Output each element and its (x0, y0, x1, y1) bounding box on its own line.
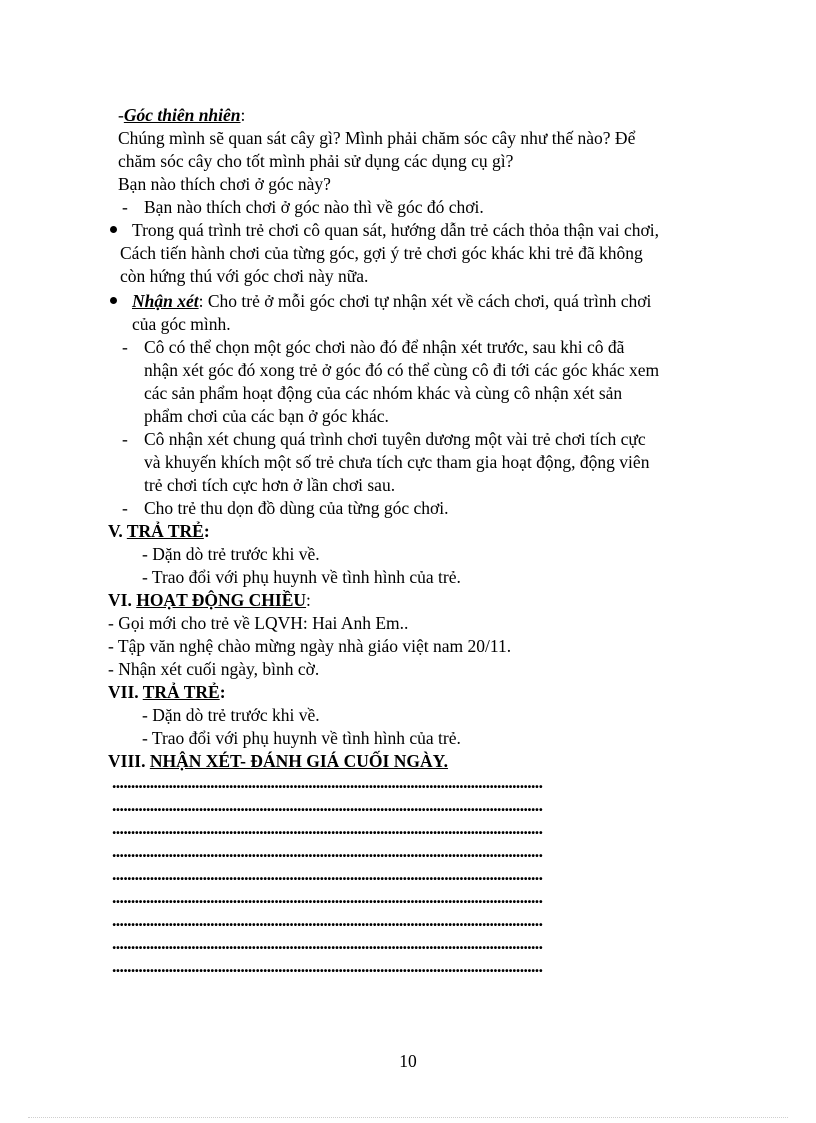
section-vi-item-1: - Gọi mới cho trẻ về LQVH: Hai Anh Em.. (108, 613, 409, 633)
section-vii-heading (108, 681, 226, 703)
bullet-icon (110, 226, 117, 233)
review-item-1-line-4: phẩm chơi của các bạn ở góc khác. (144, 406, 389, 426)
section-v-heading (108, 520, 210, 542)
nature-line-3: Bạn nào thích chơi ở góc này? (118, 174, 331, 194)
section-title: NHẬN XÉT- ĐÁNH GIÁ CUỐI NGÀY. (149, 751, 449, 771)
section-number: VII. (108, 682, 139, 702)
review-item-1-line-3: các sản phẩm hoạt động của các nhóm khác và cùng cô nhận xét sản (144, 383, 623, 403)
section-title: HOẠT ĐỘNG CHIỀU (136, 590, 307, 610)
dotted-line: .................................................................................................................. (112, 864, 543, 884)
section-number: VI. (108, 590, 132, 610)
dotted-line: .................................................................................................................. (112, 841, 543, 861)
process-line-3: còn hứng thú với góc chơi này nữa. (120, 266, 369, 286)
dotted-line: .................................................................................................................. (112, 887, 543, 907)
bullet-icon (110, 297, 117, 304)
section-number: V. (108, 521, 123, 541)
review-line-1 (132, 290, 651, 312)
process-line-1: Trong quá trình trẻ chơi cô quan sát, hướng dẫn trẻ cách thỏa thận vai chơi, (132, 220, 659, 240)
heading-colon: : (306, 590, 311, 610)
nature-line-2: chăm sóc cây cho tốt mình phải sử dụng các dụng cụ gì? (118, 151, 514, 171)
dotted-line: .................................................................................................................. (112, 795, 543, 815)
section-vii-item-2: - Trao đổi với phụ huynh về tình hình của trẻ. (142, 728, 461, 748)
review-title: Nhận xét (132, 291, 199, 311)
review-intro: : Cho trẻ ở mỗi góc chơi tự nhận xét về cách chơi, quá trình chơi (198, 291, 652, 311)
nature-corner-title: Góc thiên nhiên (123, 105, 241, 125)
review-item-2-line-3: trẻ chơi tích cực hơn ở lần chơi sau. (144, 475, 396, 495)
review-line-2: của góc mình. (132, 314, 231, 334)
page-number: 10 (399, 1051, 417, 1071)
page-bottom-border (28, 1117, 788, 1118)
nature-dash-item: Bạn nào thích chơi ở góc nào thì về góc đó chơi. (144, 197, 484, 217)
nature-corner-heading (118, 104, 245, 126)
dotted-line: .................................................................................................................. (112, 818, 543, 838)
section-vi-item-2: - Tập văn nghệ chào mừng ngày nhà giáo việt nam 20/11. (108, 636, 512, 656)
review-item-2-line-2: và khuyến khích một số trẻ chưa tích cực tham gia hoạt động, động viên (144, 452, 650, 472)
nature-line-1: Chúng mình sẽ quan sát cây gì? Mình phải chăm sóc cây như thế nào? Để (118, 128, 636, 148)
heading-colon: : (219, 682, 226, 702)
section-v-item-2: - Trao đổi với phụ huynh về tình hình của trẻ. (142, 567, 461, 587)
dash-marker: - (122, 197, 128, 217)
section-vii-item-1: - Dặn dò trẻ trước khi về. (142, 705, 320, 725)
process-line-2: Cách tiến hành chơi của từng góc, gợi ý trẻ chơi góc khác khi trẻ đã không (120, 243, 643, 263)
dotted-line: .................................................................................................................. (112, 933, 543, 953)
section-v-item-1: - Dặn dò trẻ trước khi về. (142, 544, 320, 564)
section-title: TRẢ TRẺ (126, 521, 204, 541)
heading-dash: - (118, 105, 124, 125)
dotted-line: .................................................................................................................. (112, 772, 543, 792)
review-item-2-line-1: Cô nhận xét chung quá trình chơi tuyên dương một vài trẻ chơi tích cực (144, 429, 646, 449)
dash-marker: - (122, 429, 128, 449)
section-vi-heading (108, 589, 311, 611)
dotted-line: .................................................................................................................. (112, 956, 543, 976)
section-number: VIII. (108, 751, 146, 771)
dash-marker: - (122, 498, 128, 518)
review-item-3-line-1: Cho trẻ thu dọn đồ dùng của từng góc chơi. (144, 498, 449, 518)
dotted-line: .................................................................................................................. (112, 910, 543, 930)
section-vi-item-3: - Nhận xét cuối ngày, bình cờ. (108, 659, 320, 679)
review-item-1-line-1: Cô có thể chọn một góc chơi nào đó để nhận xét trước, sau khi cô đã (144, 337, 625, 357)
section-title: TRẢ TRẺ (142, 682, 220, 702)
section-viii-heading (108, 750, 448, 772)
heading-colon: : (203, 521, 210, 541)
dash-marker: - (122, 337, 128, 357)
review-item-1-line-2: nhận xét góc đó xong trẻ ở góc đó có thể cùng cô đi tới các góc khác xem (144, 360, 660, 380)
heading-colon: : (240, 105, 246, 125)
